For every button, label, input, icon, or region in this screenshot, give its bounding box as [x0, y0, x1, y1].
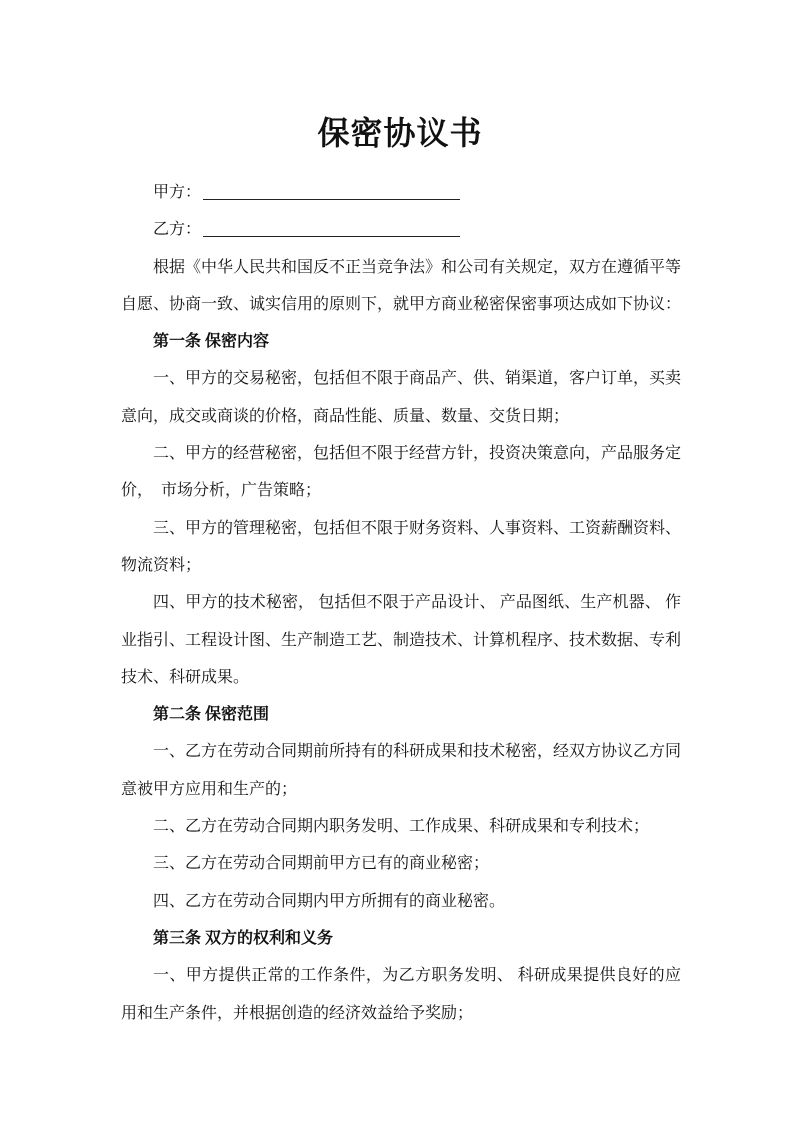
clause-paragraph: 一、甲方的交易秘密，包括但不限于商品产、供、销渠道，客户订单，买卖意向，成交或商谈的价格，商品性能、质量、数量、交货日期； [121, 370, 682, 425]
clause-paragraph: 二、甲方的经营秘密，包括但不限于经营方针，投资决策意向，产品服务定价， 市场分析，广告策略； [121, 445, 682, 500]
section-heading: 第二条 保密范围 [153, 706, 270, 724]
party-b-label: 乙方： [153, 221, 202, 239]
party-b-field [121, 211, 681, 248]
document-body [121, 174, 681, 1032]
clause-paragraph: 一、乙方在劳动合同期前所持有的科研成果和技术秘密，经双方协议乙方同意被甲方应用和生产的； [121, 743, 682, 798]
document-title: 保密协议书 [317, 115, 483, 151]
clause-paragraph: 二、乙方在劳动合同期内职务发明、工作成果、科研成果和专利技术； [153, 818, 650, 836]
clause-paragraph: 一、甲方提供正常的工作条件，为乙方职务发明、 科研成果提供良好的应用和生产条件，并根据创造的经济效益给予奖励； [121, 967, 681, 1022]
section-heading: 第一条 保密内容 [153, 333, 270, 351]
party-a-field [121, 174, 681, 211]
section-heading: 第三条 双方的权利和义务 [153, 929, 334, 947]
clause-paragraph: 四、甲方的技术秘密， 包括但不限于产品设计、 产品图纸、生产机器、 作业指引、工程设计图、生产制造工艺、制造技术、计算机程序、技术数据、专利技术、科研成果。 [121, 594, 682, 686]
party-a-blank-line [203, 185, 460, 200]
party-b-blank-line [203, 222, 460, 237]
party-a-label: 甲方： [153, 184, 202, 201]
clause-paragraph: 三、乙方在劳动合同期前甲方已有的商业秘密； [153, 855, 490, 873]
intro-paragraph: 根据《中华人民共和国反不正当竞争法》和公司有关规定，双方在遵循平等自愿、协商一致、诚实信用的原则下，就甲方商业秘密保密事项达成如下协议： [121, 258, 682, 313]
clause-paragraph: 三、甲方的管理秘密，包括但不限于财务资料、人事资料、工资薪酬资料、物流资料； [121, 519, 682, 574]
clause-paragraph: 四、乙方在劳动合同期内甲方所拥有的商业秘密。 [153, 892, 506, 910]
